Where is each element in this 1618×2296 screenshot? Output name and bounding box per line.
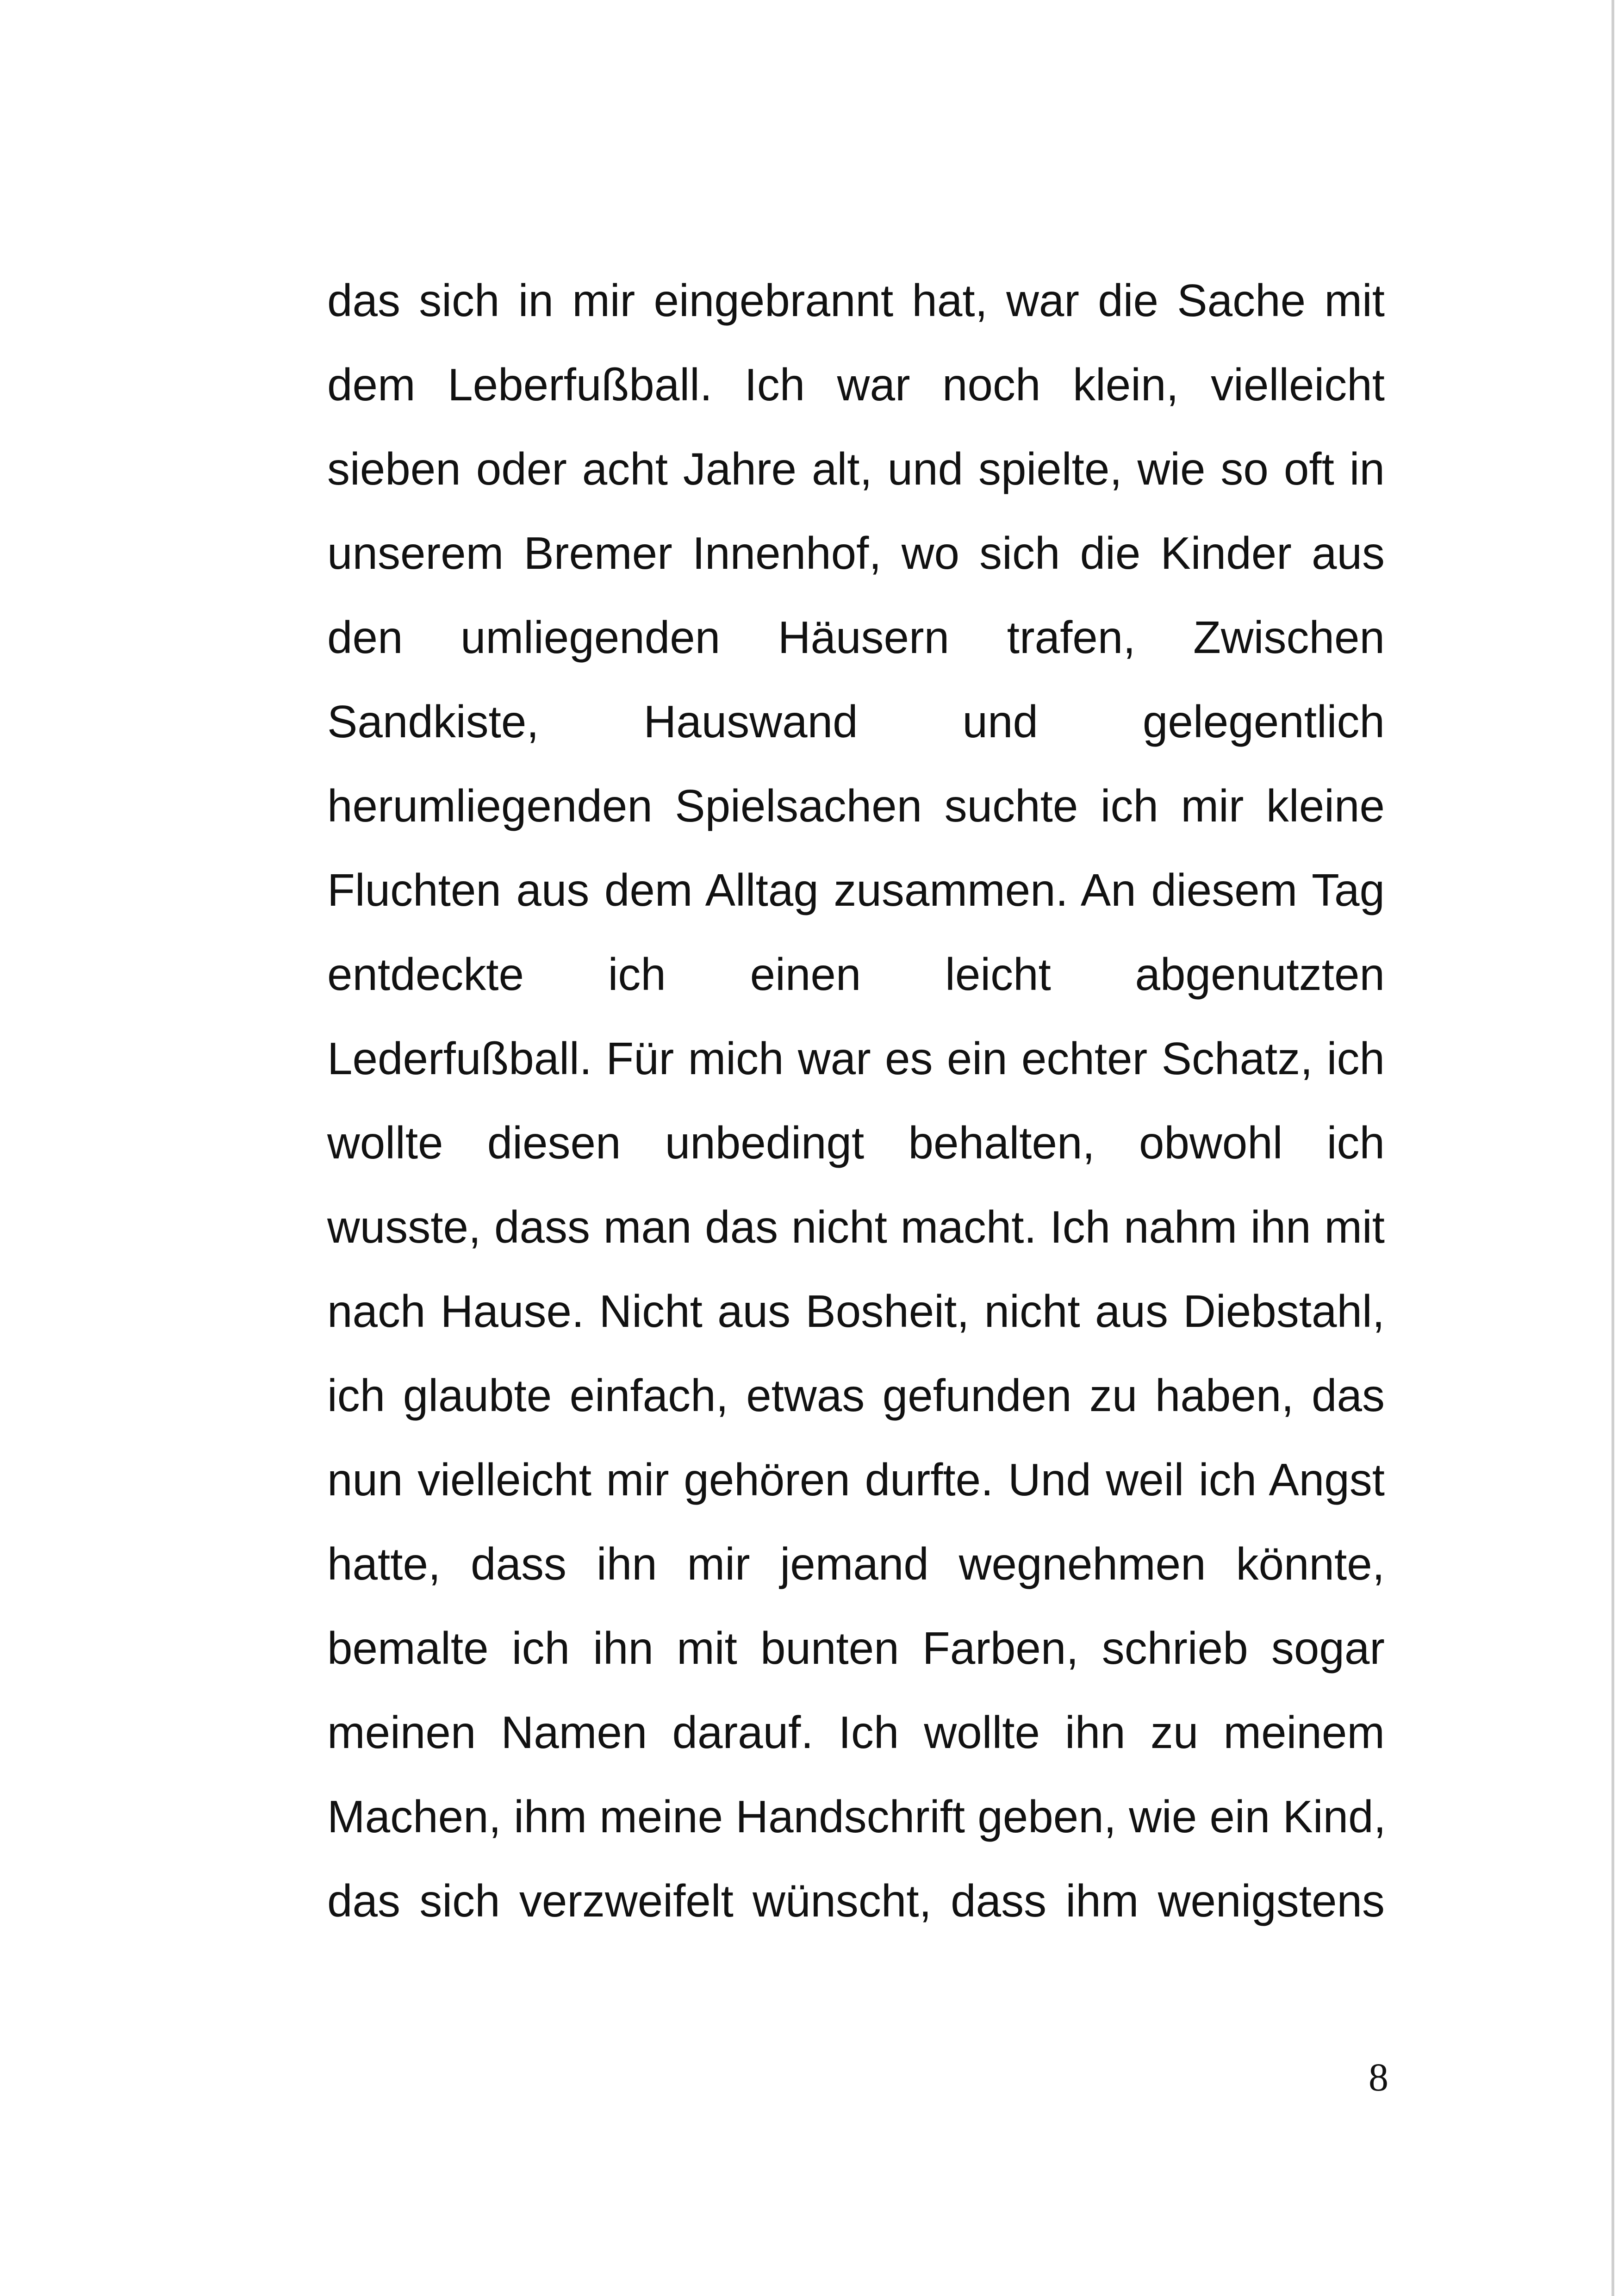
text-line: wusste, dass man das nicht macht. Ich nahm ihn mit [327,1201,1385,1252]
text-line: Lederfußball. Für mich war es ein echter Schatz, ich [327,1033,1385,1084]
text-line: Fluchten aus dem Alltag zusammen. An diesem Tag [327,865,1385,915]
text-line: bemalte ich ihn mit bunten Farben, schrieb sogar [327,1623,1385,1674]
text-line: entdeckte ich einen leicht abgenutzten [327,949,1385,1000]
page-number: 8 [1369,2055,1388,2099]
text-line: den umliegenden Häusern trafen, Zwischen [327,612,1385,663]
text-line: ich glaubte einfach, etwas gefunden zu haben, das [327,1370,1385,1421]
page-edge-line [1612,0,1614,2296]
text-line: Sandkiste, Hauswand und gelegentlich [327,696,1385,747]
text-line: unserem Bremer Innenhof, wo sich die Kinder aus [327,528,1385,579]
text-line: meinen Namen darauf. Ich wollte ihn zu meinem [327,1707,1385,1758]
text-line: nun vielleicht mir gehören durfte. Und weil ich Angst [327,1454,1385,1505]
text-line: dem Leberfußball. Ich war noch klein, vielleicht [327,359,1385,410]
text-line: hatte, dass ihn mir jemand wegnehmen könnte, [327,1538,1385,1589]
text-line: das sich in mir eingebrannt hat, war die Sache mit [327,275,1385,326]
text-line: nach Hause. Nicht aus Bosheit, nicht aus Diebstahl, [327,1286,1385,1337]
text-line: Machen, ihm meine Handschrift geben, wie ein Kind, [327,1791,1386,1842]
text-line: das sich verzweifelt wünscht, dass ihm wenigstens [327,1875,1385,1926]
text-line: sieben oder acht Jahre alt, und spielte, wie so oft in [327,443,1385,494]
text-line: wollte diesen unbedingt behalten, obwohl ich [327,1117,1385,1168]
text-line: herumliegenden Spielsachen suchte ich mir kleine [327,780,1385,831]
body-text [327,258,1385,1943]
